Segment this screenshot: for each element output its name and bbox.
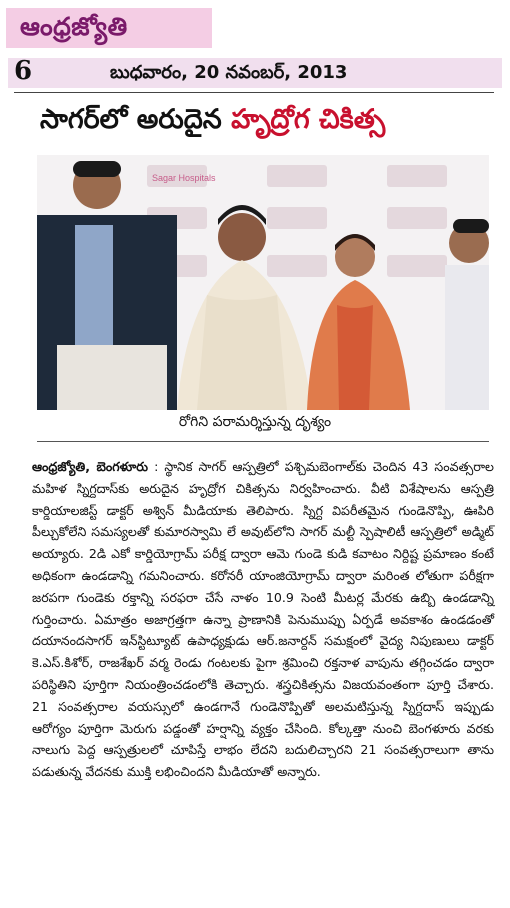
article-body <box>32 456 494 783</box>
newspaper-name: ఆంధ్రజ్యోతి <box>20 12 128 41</box>
issue-date: బుధవారం, 20 నవంబర్, 2013 <box>110 62 348 83</box>
header-divider <box>14 92 494 93</box>
headline-part-1: సాగర్‌లో అరుదైన <box>40 104 232 135</box>
photo-illustration <box>37 155 489 410</box>
article-dateline: ఆంధ్రజ్యోతి, బెంగళూరు <box>32 459 149 474</box>
newspaper-masthead <box>6 8 212 48</box>
headline-part-2: హృద్రోగ చికిత్స <box>231 104 386 135</box>
page-number: 6 <box>14 56 33 86</box>
person-far-right <box>445 219 489 410</box>
photo-caption: రోగిని పరామర్శిస్తున్న దృశ్యం <box>178 414 332 430</box>
article-photo <box>37 155 489 410</box>
caption-divider <box>37 441 489 442</box>
article-text: : స్థానిక సాగర్ ఆస్పత్రిలో పశ్చిమబెంగాల్‌కు చెందిన 43 సంవత్సరాల మహిళ స్నిగ్దదాస్‌కు అరుదైన హృద్రోగ చికిత్సను నిర్వహించారు. వీటి విశేషాలను ఆస్పత్రి కార్డియాలజిస్ట్ డాక్టర్ అశ్విన్ మీడియాకు తెలిపారు. స్నిగ్ద విపరీతమైన గుండెనొప్పి, ఊపిరి పీల్చుకోలేని సమస్యలతో కుమారస్వామి లే అవుట్‌లోని సాగర్ మల్టీ స్పెషాలిటీ ఆస్పత్రిలో అడ్మిట్ అయ్యారు. 2డి ఎకో కార్డియోగ్రామ్ పరీక్ష ద్వారా ఆమె గుండె కుడి కవాటం నిర్దిష్ట ప్రమాణం కంటే అధికంగా ఉండడాన్ని గమనించారు. కరోనరీ యాంజియోగ్రామ్ ద్వారా మరింత లోతుగా పరీక్షగా జరపగా గుండెకు రక్తాన్ని సరఫరా చేసే నాళం 10.9 సెంటి మీటర్ల మేరకు ఉబ్బి ఉండడాన్ని గుర్తించారు. ఏమాత్రం అజాగ్రత్తగా ఉన్నా ప్రాణానికి పెనుముప్పు ఏర్పడే అవకాశం ఉండడంతో దయానందసాగర్ ఇన్‌స్టిట్యూట్ ఉపాధ్యక్షుడు ఆర్.జనార్దన్ సమక్షంలో వైద్య నిపుణులు డాక్టర్ కె.ఎస్.కిశోర్, రాజశేఖర్ వర్మ రెండు గంటలకు పైగా శ్రమించి రక్తనాళ వాపును తగ్గించడం ద్వారా పరిస్థితిని పూర్తిగా నియంత్రించడంలోకి తెచ్చారు. శస్త్రచికిత్సను విజయవంతంగా పూర్తి చేశారు. 21 సంవత్సరాల వయస్సులో ఉండగానే గుండెనొప్పితో అలమటిస్తున్న స్నిగ్దదాస్ ఇప్పుడు ఆరోగ్యం పూర్తిగా మెరుగు పడ్డంతో హర్షాన్ని వ్యక్తం చేసింది. కోల్కత్తా నుంచి బెంగళూరు వరకు నాలుగు పెద్ద ఆస్పత్రులలో చూపిస్తే లాభం లేదని బదులిచ్చారని 21 సంవత్సరాలుగా తాను పడుతున్న వేదనకు ముక్తి లభించిందని మీడియాతో అన్నారు. <box>32 459 494 780</box>
article-headline <box>40 104 385 142</box>
photo-logo-text: Sagar Hospitals <box>152 173 216 183</box>
